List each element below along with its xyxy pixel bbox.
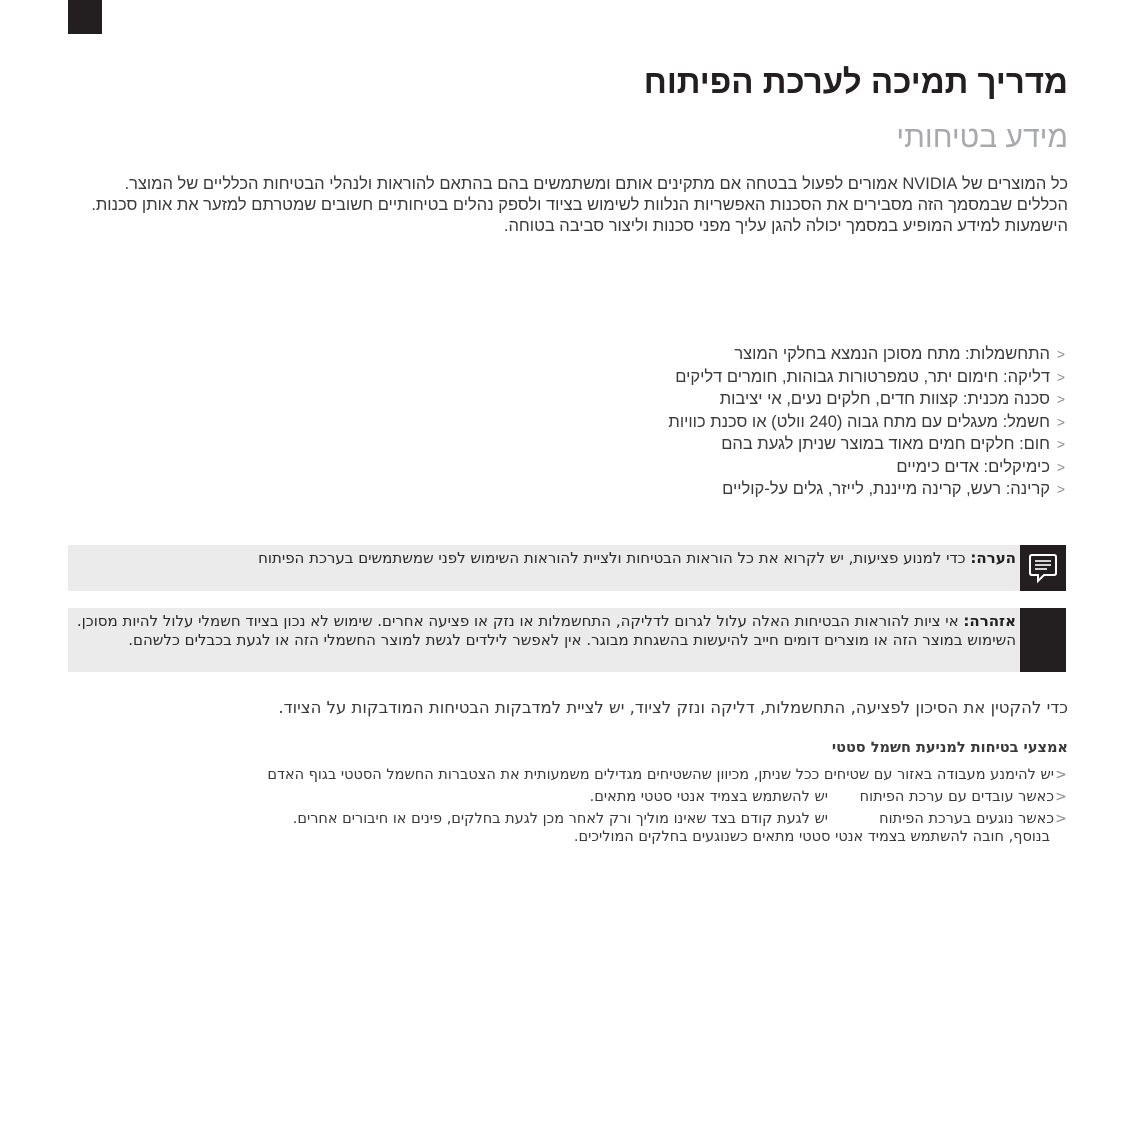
- list-item: < חום: חלקים חמים מאוד במוצר שניתן לגעת בהם: [68, 433, 1068, 456]
- speech-bubble-icon: [1020, 545, 1066, 591]
- esd-condition: כאשר נוגעים בערכת הפיתוח: [879, 811, 1054, 827]
- safety-labels-paragraph: כדי להקטין את הסיכון לפציעה, התחשמלות, דליקה ונזק לציוד, יש לציית למדבקות הבטיחות המודבקות על הציוד.: [278, 698, 1068, 717]
- chevron-left-icon: <: [1055, 767, 1067, 783]
- list-item: < חשמל: מעגלים עם מתח גבוה (240 וולט) או סכנת כוויות: [68, 411, 1068, 434]
- list-item: < התחשמלות: מתח מסוכן הנמצא בחלקי המוצר: [68, 343, 1068, 366]
- page-subtitle: מידע בטיחותי: [896, 121, 1068, 154]
- list-item: < דליקה: חימום יתר, טמפרטורות גבוהות, חומרים דליקים: [68, 366, 1068, 389]
- chevron-left-icon: <: [1055, 789, 1067, 805]
- esd-action: יש להשתמש בצמיד אנטי סטטי מתאים.: [589, 789, 828, 805]
- warning-icon-box: [1020, 608, 1066, 672]
- document-body: [68, 60, 1068, 501]
- hazard-list: [68, 343, 1068, 501]
- list-item: [68, 764, 1068, 786]
- intro-line: הישמעות למידע המופיע במסמך יכולה להגן עליך מפני סכנות וליצור סביבה בטוחה.: [503, 217, 1068, 235]
- chevron-left-icon: <: [1056, 391, 1066, 407]
- chevron-left-icon: <: [1056, 413, 1066, 430]
- note-text: [68, 545, 1066, 572]
- list-item: < קרינה: רעש, קרינה מייננת, לייזר, גלים על-קוליים: [68, 478, 1068, 501]
- esd-list: [68, 764, 1068, 848]
- chevron-left-icon: <: [1056, 368, 1066, 385]
- esd-condition: כאשר עובדים עם ערכת הפיתוח: [859, 789, 1054, 805]
- warning-text: [68, 608, 1066, 654]
- esd-heading: אמצעי בטיחות למניעת חשמל סטטי: [831, 740, 1068, 756]
- note-box: [68, 545, 1066, 591]
- corner-tab: [68, 0, 102, 34]
- list-item: < כימיקלים: אדים כימיים: [68, 456, 1068, 479]
- note-label: הערה:: [970, 549, 1016, 567]
- intro-line: כל המוצרים של NVIDIA אמורים לפעול בבטחה אם מתקינים אותם ומשתמשים בהם בהתאם להוראות ולנהלי הבטיחות הכלליים של המוצר.: [124, 175, 1068, 193]
- esd-action: יש לגעת קודם בצד שאינו מוליך ורק לאחר מכן לגעת בחלקים, פינים או חיבורים אחרים.: [292, 811, 828, 827]
- page-title: מדריך תמיכה לערכת הפיתוח: [643, 63, 1068, 100]
- note-icon-box: [1020, 545, 1066, 591]
- chevron-left-icon: <: [1056, 458, 1066, 475]
- chevron-left-icon: <: [1056, 436, 1066, 452]
- warning-label: אזהרה:: [963, 612, 1016, 630]
- chevron-left-icon: <: [1056, 481, 1066, 497]
- intro-paragraph: [68, 174, 1068, 237]
- warning-box: [68, 608, 1066, 672]
- warning-body: אי ציות להוראות הבטיחות האלה עלול לגרום לדליקה, התחשמלות או נזק או פציעה אחרים. שימוש לא נכון בציוד חשמלי עלול להיות מסוכן. השימוש במוצר הזה או מוצרים דומים חייב להיעשות בהשגחת מבוגר. אין לאפשר לילדים לגשת למוצר החשמלי הזה או לגעת בכבלים כלשהם.: [76, 612, 1016, 649]
- list-item: [68, 786, 1068, 808]
- intro-line: הכללים שבמסמך הזה מסבירים את הסכנות האפשריות הנלוות לשימוש בציוד ולספק נהלים בטיחותיים חשובים שמטרתם למזער את אותן סכנות.: [91, 196, 1068, 214]
- esd-continuation: בנוסף, חובה להשתמש בצמיד אנטי סטטי מתאים כשנוגעים בחלקים המוליכים.: [573, 829, 1050, 845]
- note-body: כדי למנוע פציעות, יש לקרוא את כל הוראות הבטיחות ולציית להוראות השימוש לפני שמשתמשים בערכת הפיתוח: [258, 549, 971, 567]
- list-item: < סכנה מכנית: קצוות חדים, חלקים נעים, אי יציבות: [68, 388, 1068, 411]
- chevron-left-icon: <: [1056, 346, 1066, 362]
- chevron-left-icon: <: [1055, 811, 1067, 827]
- esd-line: יש להימנע מעבודה באזור עם שטיחים ככל שניתן, מכיוון שהשטיחים מגדילים משמעותית את הצטברות החשמל הסטטי בגוף האדם: [267, 767, 1054, 783]
